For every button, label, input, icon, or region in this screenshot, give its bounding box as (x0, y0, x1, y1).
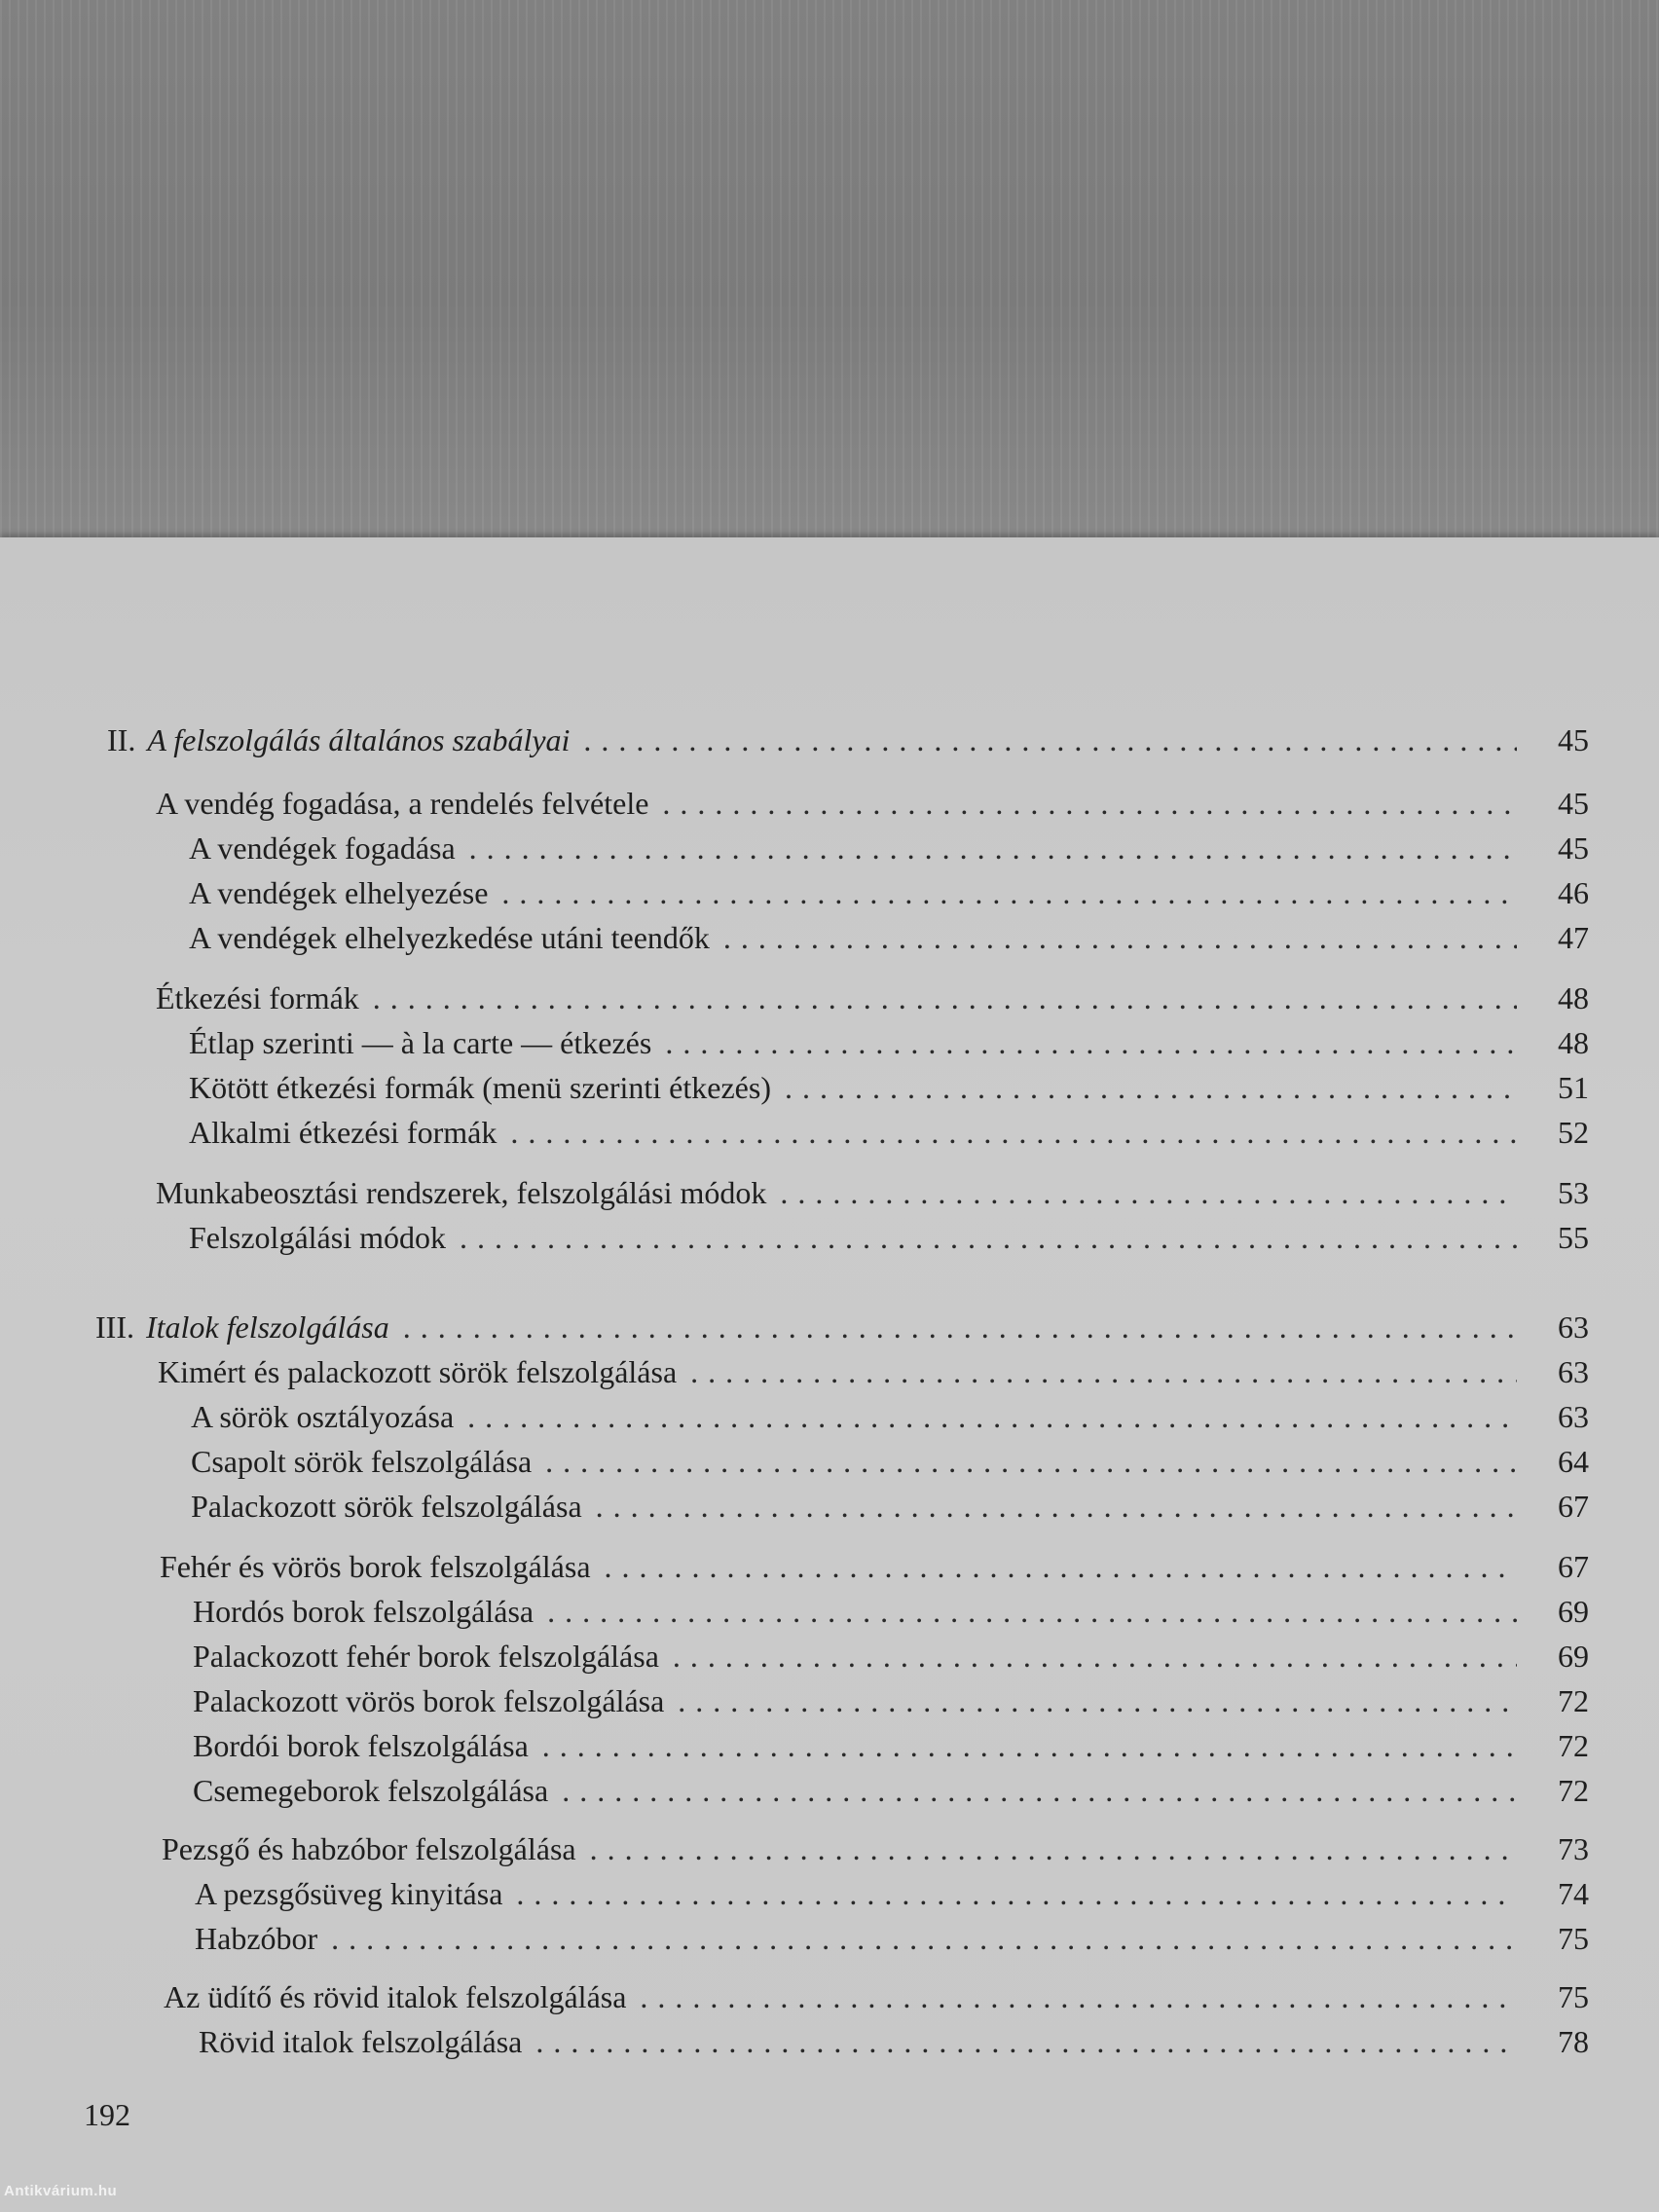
entry-page-number: 72 (1558, 1773, 1589, 1808)
toc-chapter-entry (95, 1308, 1589, 1346)
toc-subsection-entry (193, 1771, 1589, 1810)
watermark-text: Antikvárium.hu (4, 2183, 118, 2199)
entry-page-number: 67 (1558, 1489, 1589, 1524)
toc-section-entry (164, 1977, 1589, 2016)
entry-title: Hordós borok felszolgálása (193, 1594, 535, 1629)
entry-page-number: 45 (1558, 830, 1589, 866)
dot-leader (605, 1547, 1517, 1586)
entry-title: Csemegeborok felszolgálása (193, 1773, 549, 1808)
entry-title: Felszolgálási módok (189, 1220, 446, 1255)
dot-leader (516, 1874, 1517, 1913)
entry-page-number: 69 (1558, 1639, 1589, 1674)
toc-chapter-entry (107, 720, 1589, 759)
dot-leader (373, 978, 1517, 1017)
background-surface (0, 0, 1659, 545)
toc-subsection-entry (195, 1874, 1589, 1913)
entry-title: A vendég fogadása, a rendelés felvétele (156, 786, 649, 821)
toc-section-entry (158, 1352, 1589, 1391)
dot-leader (780, 1173, 1517, 1212)
dot-leader (583, 720, 1517, 759)
entry-title: Pezsgő és habzóbor felszolgálása (162, 1831, 576, 1866)
toc-subsection-entry (189, 1068, 1589, 1107)
entry-page-number: 53 (1558, 1175, 1589, 1210)
entry-title: Habzóbor (195, 1921, 318, 1956)
entry-title: Palackozott vörös borok felszolgálása (193, 1683, 665, 1718)
toc-section-entry (156, 784, 1589, 823)
entry-page-number: 63 (1558, 1309, 1589, 1345)
entry-title: Kötött étkezési formák (menü szerinti étkezés) (189, 1070, 771, 1105)
toc-section-entry (156, 1173, 1589, 1212)
toc-subsection-entry (193, 1592, 1589, 1631)
entry-page-number: 55 (1558, 1220, 1589, 1255)
entry-title: Palackozott sörök felszolgálása (191, 1489, 582, 1524)
entry-page-number: 48 (1558, 1025, 1589, 1060)
toc-subsection-entry (195, 1919, 1589, 1958)
entry-page-number: 69 (1558, 1594, 1589, 1629)
entry-title: Rövid italok felszolgálása (199, 2024, 523, 2059)
entry-page-number: 45 (1558, 786, 1589, 821)
toc-subsection-entry (191, 1397, 1589, 1436)
entry-title: Munkabeosztási rendszerek, felszolgálási módok (156, 1175, 767, 1210)
entry-title: A vendégek elhelyezkedése utáni teendők (189, 920, 710, 955)
toc-subsection-entry (189, 1113, 1589, 1152)
entry-title: Kimért és palackozott sörök felszolgálása (158, 1354, 678, 1389)
dot-leader (785, 1068, 1517, 1107)
dot-leader (590, 1829, 1517, 1868)
entry-page-number: 51 (1558, 1070, 1589, 1105)
dot-leader (501, 873, 1517, 912)
entry-title: Italok felszolgálása (145, 1309, 389, 1345)
entry-page-number: 75 (1558, 1979, 1589, 2014)
entry-title: Palackozott fehér borok felszolgálása (193, 1639, 659, 1674)
toc-subsection-entry (191, 1442, 1589, 1481)
dot-leader (640, 1977, 1517, 2016)
toc-subsection-entry (193, 1637, 1589, 1676)
dot-leader (460, 1218, 1517, 1257)
entry-title: Bordói borok felszolgálása (193, 1728, 529, 1763)
entry-page-number: 48 (1558, 980, 1589, 1015)
entry-page-number: 46 (1558, 875, 1589, 910)
toc-subsection-entry (189, 829, 1589, 867)
dot-leader (510, 1113, 1517, 1152)
entry-title: Az üdítő és rövid italok felszolgálása (164, 1979, 627, 2014)
entry-title: A pezsgősüveg kinyitása (195, 1876, 503, 1911)
toc-subsection-entry (193, 1726, 1589, 1765)
dot-leader (678, 1681, 1517, 1720)
entry-page-number: 47 (1558, 920, 1589, 955)
entry-title: A vendégek elhelyezése (189, 875, 489, 910)
page-folio-number: 192 (84, 2097, 130, 2132)
toc-subsection-entry (191, 1487, 1589, 1526)
entry-title: A felszolgálás általános szabályai (147, 722, 571, 757)
toc-section-entry (156, 978, 1589, 1017)
dot-leader (562, 1771, 1517, 1810)
entry-page-number: 52 (1558, 1115, 1589, 1150)
chapter-number: II. (107, 722, 136, 757)
dot-leader (403, 1308, 1517, 1346)
toc-subsection-entry (189, 873, 1589, 912)
entry-page-number: 63 (1558, 1399, 1589, 1434)
toc-subsection-entry (189, 918, 1589, 957)
table-of-contents (0, 537, 1659, 2212)
dot-leader (545, 1442, 1517, 1481)
entry-title: A sörök osztályozása (191, 1399, 455, 1434)
book-page (0, 537, 1659, 2212)
dot-leader (535, 2022, 1517, 2061)
entry-page-number: 63 (1558, 1354, 1589, 1389)
entry-title: A vendégek fogadása (189, 830, 456, 866)
dot-leader (467, 1397, 1517, 1436)
toc-subsection-entry (189, 1218, 1589, 1257)
dot-leader (542, 1726, 1517, 1765)
entry-title: Csapolt sörök felszolgálása (191, 1444, 533, 1479)
dot-leader (690, 1352, 1517, 1391)
entry-page-number: 45 (1558, 722, 1589, 757)
toc-subsection-entry (199, 2022, 1589, 2061)
entry-page-number: 72 (1558, 1683, 1589, 1718)
dot-leader (596, 1487, 1517, 1526)
entry-page-number: 78 (1558, 2024, 1589, 2059)
entry-page-number: 74 (1558, 1876, 1589, 1911)
chapter-number: III. (95, 1309, 134, 1345)
entry-title: Étkezési formák (156, 980, 359, 1015)
toc-subsection-entry (193, 1681, 1589, 1720)
entry-title: Fehér és vörös borok felszolgálása (160, 1549, 591, 1584)
entry-page-number: 75 (1558, 1921, 1589, 1956)
toc-subsection-entry (189, 1023, 1589, 1062)
dot-leader (662, 784, 1517, 823)
entry-page-number: 73 (1558, 1831, 1589, 1866)
entry-page-number: 64 (1558, 1444, 1589, 1479)
entry-title: Étlap szerinti — à la carte — étkezés (189, 1025, 652, 1060)
entry-page-number: 67 (1558, 1549, 1589, 1584)
toc-section-entry (160, 1547, 1589, 1586)
dot-leader (665, 1023, 1517, 1062)
entry-title: Alkalmi étkezési formák (189, 1115, 498, 1150)
dot-leader (469, 829, 1517, 867)
toc-section-entry (162, 1829, 1589, 1868)
dot-leader (547, 1592, 1517, 1631)
entry-page-number: 72 (1558, 1728, 1589, 1763)
dot-leader (673, 1637, 1517, 1676)
dot-leader (331, 1919, 1517, 1958)
dot-leader (723, 918, 1517, 957)
